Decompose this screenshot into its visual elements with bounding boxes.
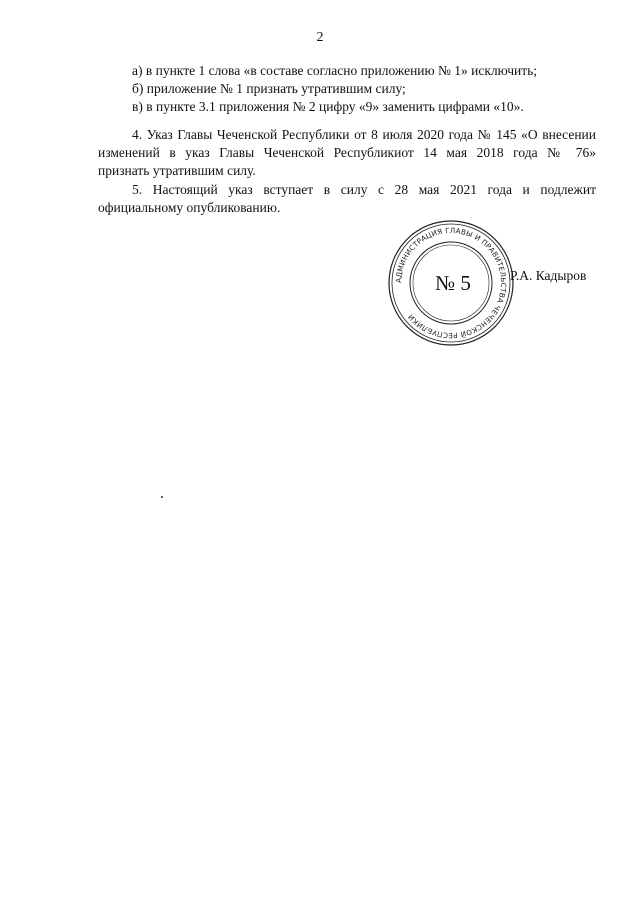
item-4-line-3: признать утратившим силу. bbox=[98, 163, 256, 178]
item-4-line-2: изменений в указ Главы Чеченской Республикиот 14 мая 2018 года № 76» bbox=[98, 145, 596, 160]
signatory-name: Р.А. Кадыров bbox=[510, 268, 587, 283]
seal-number: № 5 bbox=[435, 271, 471, 295]
item-a-text: а) в пункте 1 слова «в составе согласно приложению № 1» исключить; bbox=[132, 63, 538, 78]
item-5-paragraph bbox=[98, 181, 596, 217]
scan-speck bbox=[161, 496, 163, 498]
item-b-text: б) приложение № 1 признать утратившим силу; bbox=[132, 81, 406, 96]
item-5-line-2: официальному опубликованию. bbox=[98, 200, 281, 215]
official-seal-stamp bbox=[386, 218, 516, 348]
page-number: 2 bbox=[316, 30, 324, 45]
seal-ring-text: АДМИНИСТРАЦИЯ ГЛАВЫ И ПРАВИТЕЛЬСТВА ЧЕЧЕНСКОЙ РЕСПУБЛИКИ bbox=[393, 225, 509, 341]
amendment-items-ab bbox=[98, 62, 596, 116]
item-v-text: в) в пункте 3.1 приложения № 2 цифру «9» заменить цифрами «10». bbox=[132, 99, 524, 114]
item-4-line-1: 4. Указ Главы Чеченской Республики от 8 июля 2020 года № 145 «О внесении bbox=[132, 127, 596, 142]
item-4-paragraph bbox=[98, 126, 596, 180]
item-5-line-1: 5. Настоящий указ вступает в силу с 28 мая 2021 года и подлежит bbox=[132, 182, 596, 197]
